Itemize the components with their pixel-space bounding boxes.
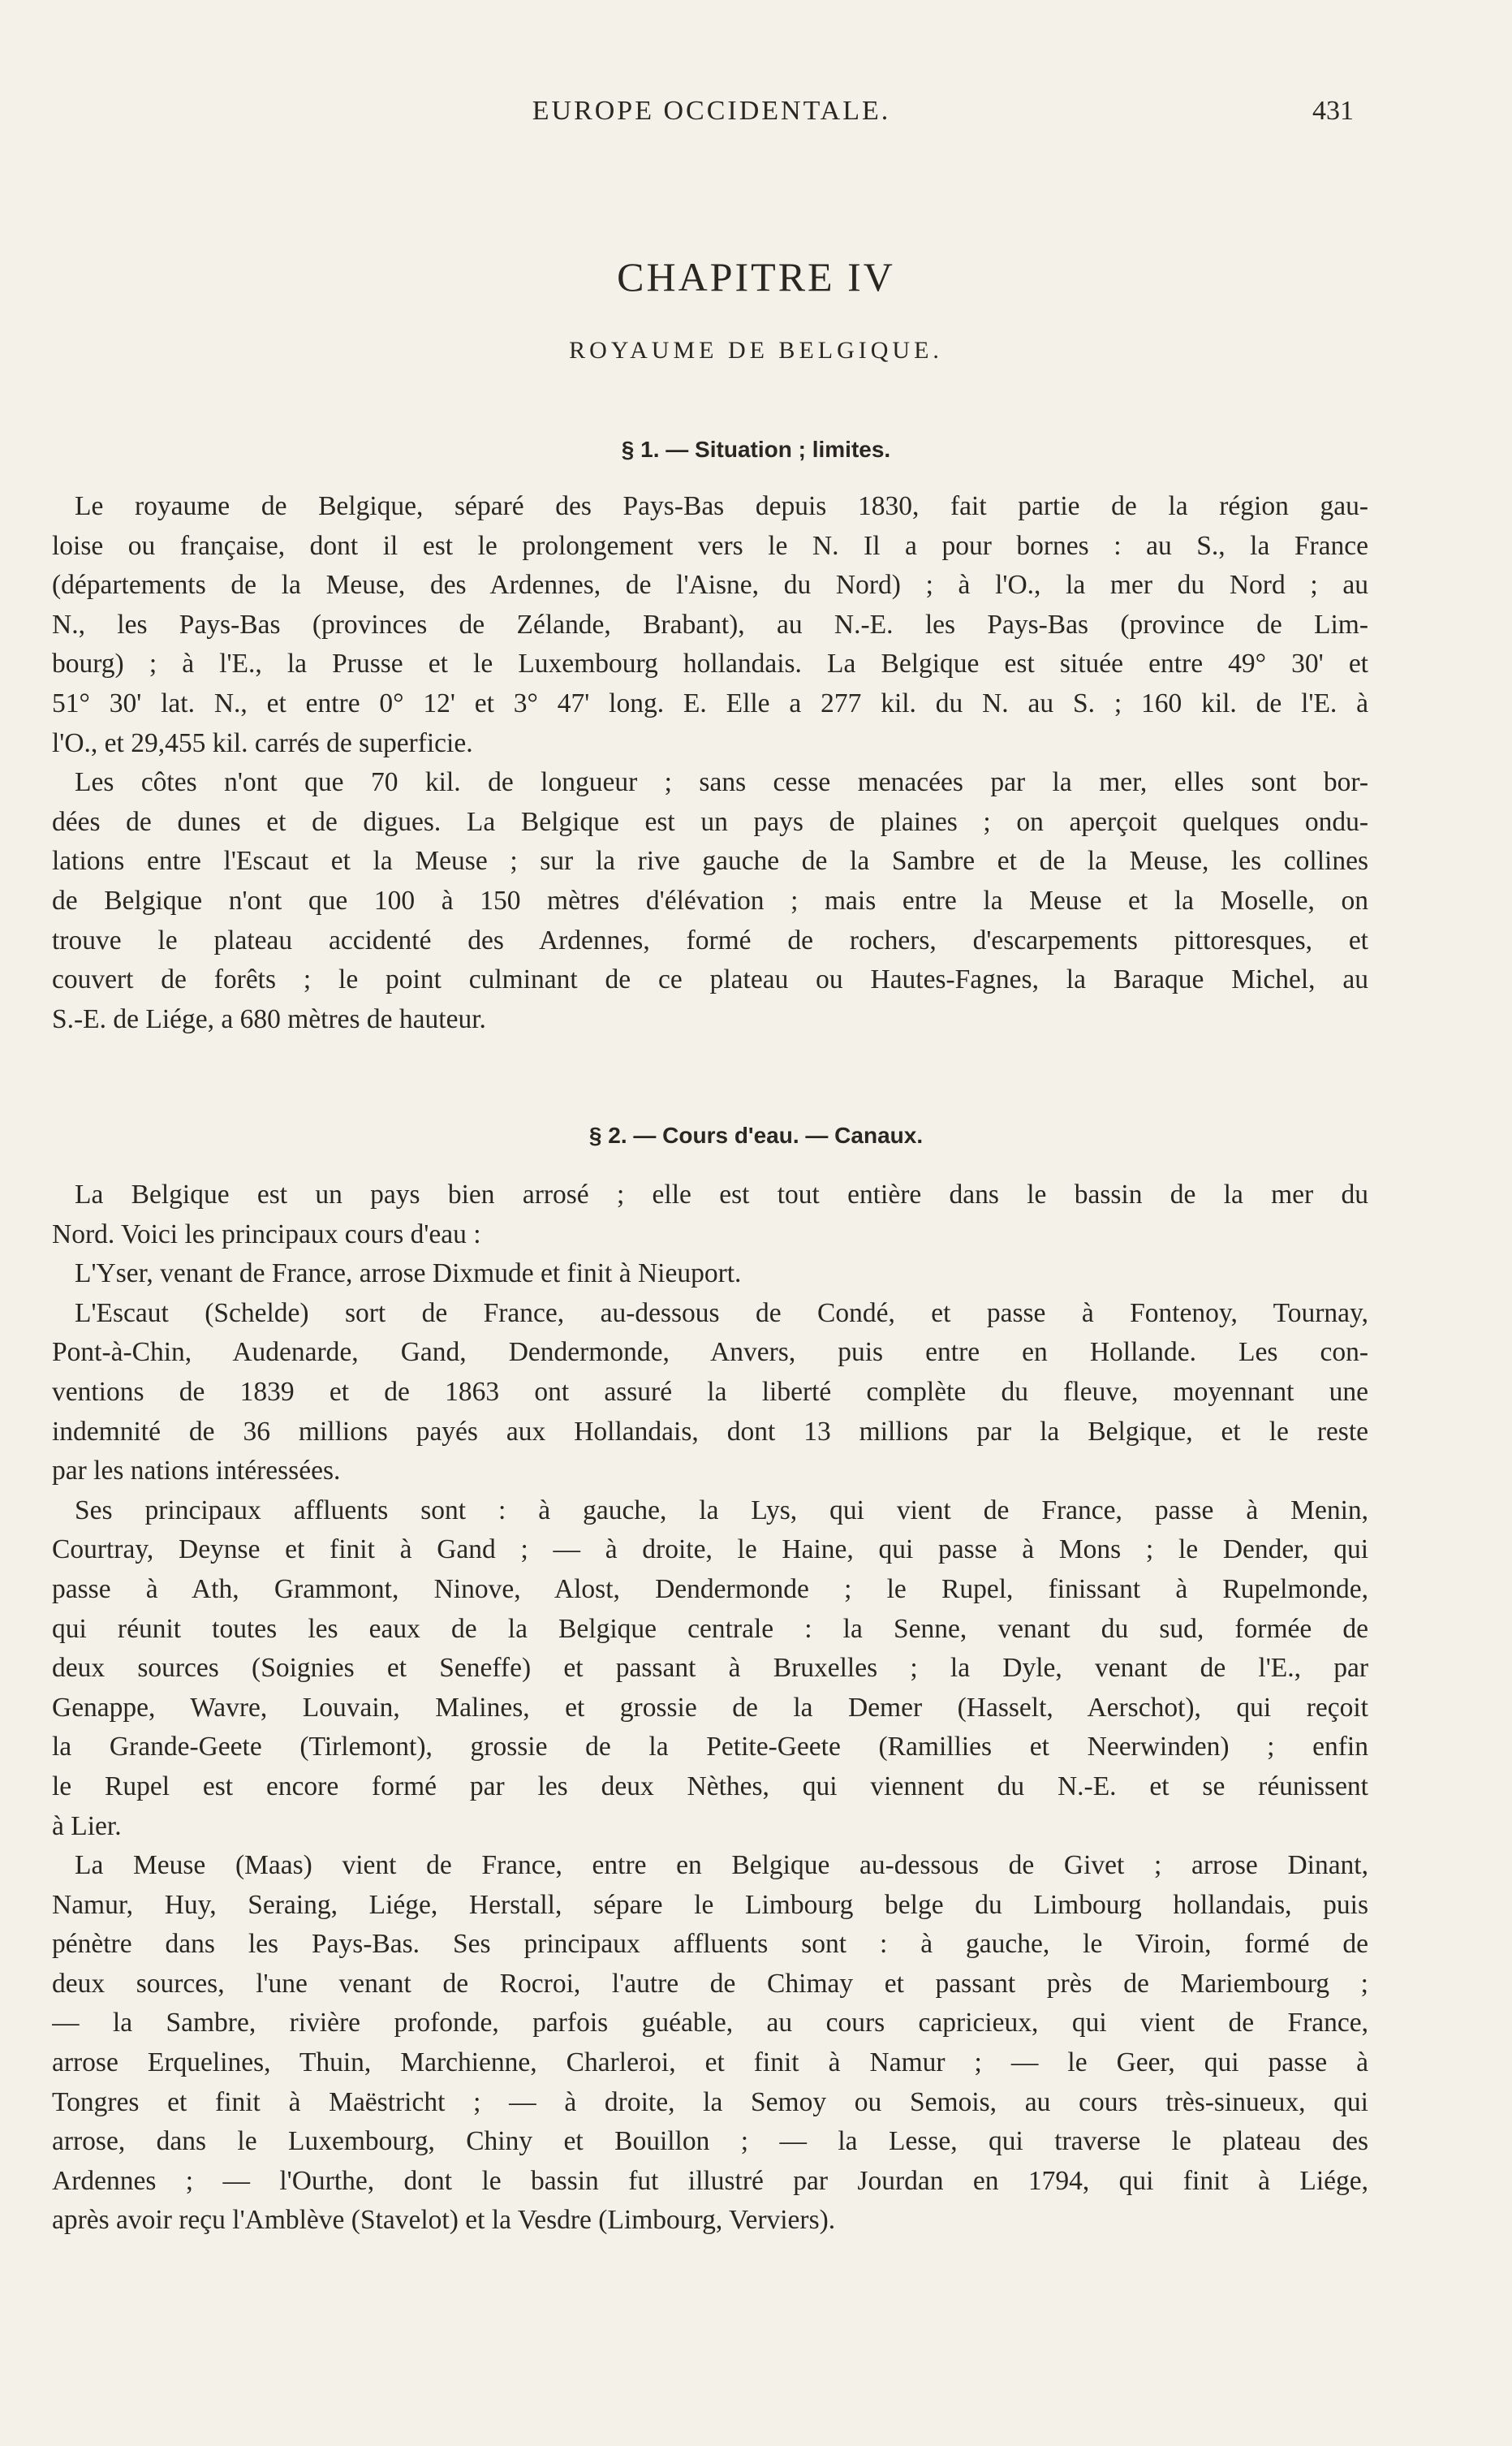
- text-line: dées de dunes et de digues. La Belgique est un pays de plaines ; on aperçoit quelques ondu-: [52, 806, 1368, 837]
- text-line: N., les Pays-Bas (provinces de Zélande, Brabant), au N.-E. les Pays-Bas (province de Lim-: [52, 609, 1368, 640]
- text-line: 51° 30' lat. N., et entre 0° 12' et 3° 47' long. E. Elle a 277 kil. du N. au S. ; 160 kil. de l'E. à: [52, 688, 1368, 718]
- text-line: S.-E. de Liége, a 680 mètres de hauteur.: [52, 1003, 486, 1034]
- text-line: Ardennes ; — l'Ourthe, dont le bassin fut illustré par Jourdan en 1794, qui finit à Liége,: [52, 2165, 1368, 2196]
- text-line: arrose Erquelines, Thuin, Marchienne, Charleroi, et finit à Namur ; — le Geer, qui passe à: [52, 2047, 1368, 2078]
- text-line: deux sources (Soignies et Seneffe) et passant à Bruxelles ; la Dyle, venant de l'E., par: [52, 1653, 1368, 1684]
- text-line: par les nations intéressées.: [52, 1456, 341, 1486]
- text-line: Namur, Huy, Seraing, Liége, Herstall, sépare le Limbourg belge du Limbourg hollandais, puis: [52, 1889, 1368, 1920]
- chapter-subtitle: ROYAUME DE BELGIQUE.: [569, 337, 943, 364]
- text-line: indemnité de 36 millions payés aux Hollandais, dont 13 millions par la Belgique, et le reste: [52, 1416, 1368, 1447]
- text-line: l'O., et 29,455 kil. carrés de superficie.: [52, 727, 473, 758]
- text-line: Genappe, Wavre, Louvain, Malines, et grossie de la Demer (Hasselt, Aerschot), qui reçoit: [52, 1692, 1368, 1723]
- chapter-title: CHAPITRE IV: [617, 254, 895, 300]
- text-line: — la Sambre, rivière profonde, parfois guéable, au cours capricieux, qui vient de France,: [52, 2008, 1368, 2038]
- text-line: après avoir reçu l'Amblève (Stavelot) et la Vesdre (Limbourg, Verviers).: [52, 2205, 836, 2236]
- text-line: Le royaume de Belgique, séparé des Pays-Bas depuis 1830, fait partie de la région gau-: [75, 491, 1368, 521]
- text-line: lations entre l'Escaut et la Meuse ; sur la rive gauche de la Sambre et de la Meuse, les collines: [52, 846, 1368, 877]
- text-line: pénètre dans les Pays-Bas. Ses principaux affluents sont : à gauche, le Viroin, formé de: [52, 1929, 1368, 1960]
- section-2-body: [52, 1176, 1368, 2241]
- text-line: couvert de forêts ; le point culminant de ce plateau ou Hautes-Fagnes, la Baraque Michel, au: [52, 964, 1368, 995]
- text-line: trouve le plateau accidenté des Ardennes, formé de rochers, d'escarpements pittoresques, et: [52, 925, 1368, 956]
- text-line: La Meuse (Maas) vient de France, entre en Belgique au-dessous de Givet ; arrose Dinant,: [75, 1850, 1368, 1881]
- text-line: arrose, dans le Luxembourg, Chiny et Bouillon ; — la Lesse, qui traverse le plateau des: [52, 2126, 1368, 2157]
- text-line: passe à Ath, Grammont, Ninove, Alost, Dendermonde ; le Rupel, finissant à Rupelmonde,: [52, 1573, 1368, 1604]
- text-line: de Belgique n'ont que 100 à 150 mètres d'élévation ; mais entre la Meuse et la Moselle, on: [52, 885, 1368, 916]
- text-line: deux sources, l'une venant de Rocroi, l'autre de Chimay et passant près de Mariembourg ;: [52, 1968, 1368, 1999]
- text-line: Courtray, Deynse et finit à Gand ; — à droite, le Haine, qui passe à Mons ; le Dender, qui: [52, 1534, 1368, 1565]
- text-line: la Grande-Geete (Tirlemont), grossie de la Petite-Geete (Ramillies et Neerwinden) ; enfin: [52, 1732, 1368, 1762]
- text-line: bourg) ; à l'E., la Prusse et le Luxembourg hollandais. La Belgique est située entre 49° 30' et: [52, 649, 1368, 679]
- section-heading: § 1. — Situation ; limites.: [621, 437, 891, 462]
- text-line: L'Yser, venant de France, arrose Dixmude et finit à Nieuport.: [75, 1258, 742, 1289]
- text-line: qui réunit toutes les eaux de la Belgique centrale : la Senne, venant du sud, formée de: [52, 1613, 1368, 1644]
- text-line: le Rupel est encore formé par les deux Nèthes, qui viennent du N.-E. et se réunissent: [52, 1771, 1368, 1801]
- text-line: Pont-à-Chin, Audenarde, Gand, Dendermonde, Anvers, puis entre en Hollande. Les con-: [52, 1337, 1368, 1368]
- section-heading: § 2. — Cours d'eau. — Canaux.: [588, 1123, 924, 1148]
- text-line: Ses principaux affluents sont : à gauche, la Lys, qui vient de France, passe à Menin,: [75, 1495, 1368, 1525]
- text-line: Tongres et finit à Maëstricht ; — à droite, la Semoy ou Semois, au cours très-sinueux, qui: [52, 2086, 1368, 2117]
- section-1-body: [52, 487, 1368, 1039]
- text-line: ventions de 1839 et de 1863 ont assuré la liberté complète du fleuve, moyennant une: [52, 1376, 1368, 1407]
- text-line: Nord. Voici les principaux cours d'eau :: [52, 1219, 481, 1249]
- text-line: Les côtes n'ont que 70 kil. de longueur ; sans cesse menacées par la mer, elles sont bor-: [75, 767, 1368, 798]
- text-line: L'Escaut (Schelde) sort de France, au-dessous de Condé, et passe à Fontenoy, Tournay,: [75, 1297, 1368, 1328]
- page-number: 431: [1312, 96, 1354, 126]
- running-title: EUROPE OCCIDENTALE.: [532, 96, 891, 126]
- text-line: loise ou française, dont il est le prolongement vers le N. Il a pour bornes : au S., la France: [52, 530, 1368, 561]
- text-line: (départements de la Meuse, des Ardennes, de l'Aisne, du Nord) ; à l'O., la mer du Nord ; au: [52, 570, 1368, 601]
- text-line: La Belgique est un pays bien arrosé ; elle est tout entière dans le bassin de la mer du: [75, 1180, 1368, 1210]
- text-line: à Lier.: [52, 1810, 122, 1841]
